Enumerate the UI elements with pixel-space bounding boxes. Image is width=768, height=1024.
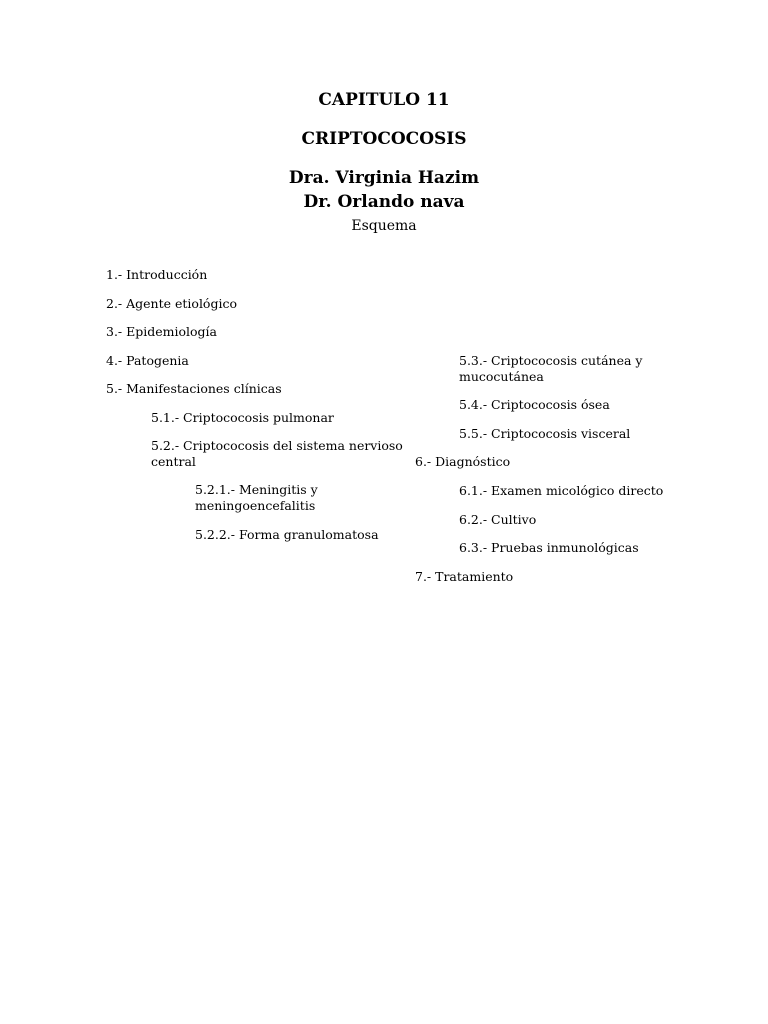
outline-item-line: 5.2.1.- Meningitis y (195, 482, 318, 497)
outline-item-epidemiologia: 3.- Epidemiología (106, 324, 217, 339)
outline-item-introduccion: 1.- Introducción (106, 267, 208, 282)
outline-item-tratamiento: 7.- Tratamiento (415, 569, 514, 584)
outline-item-criptococosis-visceral: 5.5.- Criptococosis visceral (459, 426, 631, 441)
outline-item-manifestaciones-clinicas: 5.- Manifestaciones clínicas (106, 381, 282, 396)
outline-item-pruebas-inmunologicas: 6.3.- Pruebas inmunológicas (459, 540, 639, 555)
chapter-heading: CAPITULO 11 (318, 90, 450, 110)
outline-item-line: 5.3.- Criptococosis cutánea y (459, 353, 643, 368)
chapter-title: CRIPTOCOCOSIS (301, 129, 467, 149)
outline-item-cultivo: 6.2.- Cultivo (459, 512, 537, 527)
outline-item-criptococosis-snc (151, 438, 403, 470)
outline-item-line: 5.2.- Criptococosis del sistema nervioso (151, 438, 403, 453)
outline-item-patogenia: 4.- Patogenia (106, 353, 189, 368)
outline-item-line: meningoencefalitis (195, 498, 316, 513)
author-name: Dr. Orlando nava (303, 192, 465, 212)
outline-item-criptococosis-osea: 5.4.- Criptococosis ósea (459, 397, 610, 412)
author-name: Dra. Virginia Hazim (288, 168, 480, 188)
outline-item-criptococosis-pulmonar: 5.1.- Criptococosis pulmonar (151, 410, 334, 425)
outline-item-line: mucocutánea (459, 369, 544, 384)
outline-item-agente-etiologico: 2.- Agente etiológico (106, 296, 237, 311)
outline-item-forma-granulomatosa: 5.2.2.- Forma granulomatosa (195, 527, 379, 542)
outline-item-criptococosis-cutanea (459, 353, 642, 385)
outline-item-line: central (151, 454, 196, 469)
outline-item-meningitis (195, 482, 318, 514)
outline-item-examen-micologico: 6.1.- Examen micológico directo (459, 483, 664, 498)
outline-item-diagnostico: 6.- Diagnóstico (415, 454, 511, 469)
outline-subtitle: Esquema (351, 218, 417, 234)
